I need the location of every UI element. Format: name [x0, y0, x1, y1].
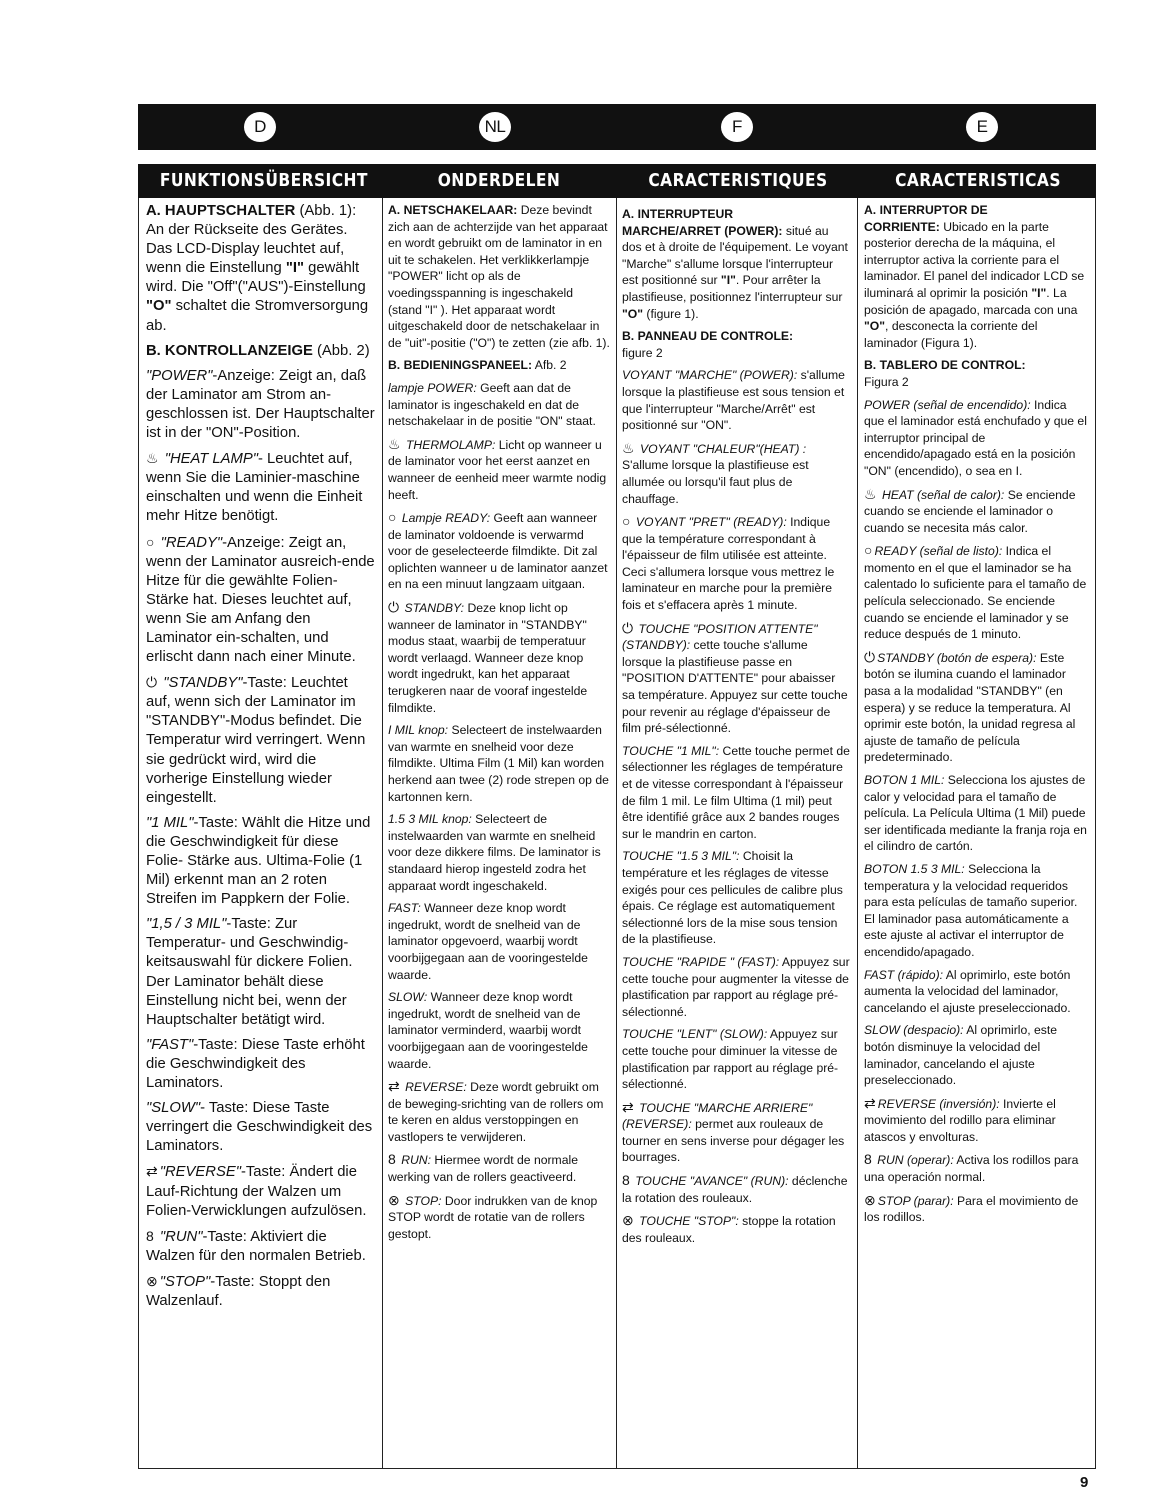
ready-circle-icon: ○ [622, 513, 631, 530]
de-slow: "SLOW"- Taste: Diese Taste verringert die Geschwindigkeit des Laminators. [146, 1100, 373, 1155]
es-standby: ⏻ STANDBY (botón de espera): Este botón se ilumina cuando el laminador pasa a la modalidad "STANDBY" (en espera) y se reduce la temperatura. Al oprimir este botón, la unidad regresa al ajuste de tamaño de película predeterminado. [864, 648, 1076, 765]
standby-power-icon: ⏻ [388, 599, 400, 616]
standby-power-icon: ⏻ [864, 648, 876, 665]
nl-slow: SLOW: Wanneer deze knop wordt ingedrukt, wordt de snelheid van de laminator verminderd, waarbij wordt voorbijgegaan aan de vooringestelde waarde. [388, 990, 588, 1071]
es-run: 8 RUN (operar): Activa los rodillos para una operación normal. [864, 1151, 1079, 1185]
header-nl: ONDERDELEN [437, 170, 561, 191]
column-nl [388, 202, 610, 1248]
standby-power-icon: ⏻ [622, 619, 634, 636]
nl-1mil: I MIL knop: Selecteert de instelwaarden van warmte en snelheid voor deze filmdikte. Ultima Film (1 Mil) kan worden herkend aan twee (2) rode strepen op de kartonnen kern. [388, 723, 609, 804]
es-slow: SLOW (despacio): Al oprimirlo, este botón disminuye la velocidad del laminador, cancelando el ajuste preseleccionado. [864, 1023, 1058, 1088]
heat-lamp-icon: ♨ [622, 439, 635, 456]
lang-badge-nl: NL [479, 112, 511, 142]
reverse-icon: ⇄ [146, 1163, 158, 1180]
de-15mil: "1,5 / 3 MIL"-Taste: Zur Temperatur- und Geschwindig-keitsauswahl für dickere Folien. Der Laminator behält diese Einstellung nicht bei, wenn der Hauptschalter betätigt wird. [146, 916, 353, 1028]
de-standby: ⏻ "STANDBY"-Taste: Leuchtet auf, wenn sich der Laminator im "STANDBY"-Modus befindet. Die Temperatur wird verringert. Wenn sie gedrückt wird, wird die vorherige Einstellung wieder eingestellt. [146, 674, 366, 806]
de-stop: ⊗ "STOP"-Taste: Stoppt den Walzenlauf. [146, 1272, 331, 1309]
de-main-switch: A. HAUPTSCHALTER (Abb. 1): An der Rückseite des Gerätes. Das LCD-Display leuchtet auf, wenn die Einstellung "I" gewählt wird. Die "Off"("AUS")-Einstellung "O" schaltet die Stromversorgung ab. [146, 203, 369, 334]
nl-heat: ♨ THERMOLAMP: Licht op wanneer u de laminator voor het eerst aanzet en wanneer de eenheid meer warmte nodig heeft. [388, 435, 607, 502]
fr-slow: TOUCHE "LENT" (SLOW): Appuyez sur cette touche pour diminuer la vitesse de plastification par rapport au réglage pré-sélectionné. [622, 1027, 839, 1092]
heat-lamp-icon: ♨ [388, 435, 401, 452]
es-heat: ♨ HEAT (señal de calor): Se enciende cuando se enciende el laminador o cuando se necesita más calor. [864, 485, 1076, 535]
fr-standby: ⏻ TOUCHE "POSITION ATTENTE" (STANDBY): cette touche s'allume lorsque la plastifieuse passe en "POSITION D'ATTENTE" pour abaisser sa température. Appuyez sur cette touche pour revenir au réglage d'épaisseur de film pré-sélectionné. [622, 619, 848, 736]
es-stop: ⊗ STOP (parar): Para el movimiento de los rodillos. [864, 1191, 1079, 1225]
column-de [146, 202, 376, 1317]
reverse-icon: ⇄ [388, 1078, 400, 1095]
reverse-icon: ⇄ [622, 1098, 634, 1115]
ready-circle-icon: ○ [864, 542, 873, 559]
de-run: 8 "RUN"-Taste: Aktiviert die Walzen für den normalen Betrieb. [146, 1227, 366, 1264]
nl-run: 8 RUN: Hiermee wordt de normale werking van de rollers geactiveerd. [388, 1151, 578, 1185]
stop-icon: ⊗ [388, 1191, 400, 1208]
de-power: "POWER"-Anzeige: Zeigt an, daß der Laminator am Strom an-geschlossen ist. Der Hauptschalter ist in der "ON"-Position. [146, 367, 375, 442]
lang-badge-fr: F [721, 112, 753, 142]
nl-reverse: ⇄ REVERSE: Deze wordt gebruikt om de beweging-srichting van de rollers om te keren en aldus verstoppingen en vastlopers te verwijderen. [388, 1078, 604, 1144]
stop-icon: ⊗ [146, 1272, 158, 1289]
fr-power: VOYANT "MARCHE" (POWER): s'allume lorsque la plastifieuse est sous tension et que l'interrupteur "Marche/Arrêt" est positionné sur "ON". [622, 368, 845, 433]
es-control-panel: B. TABLERO DE CONTROL: Figura 2 [864, 358, 1026, 389]
es-fast: FAST (rápido): Al oprimirlo, este botón aumenta la velocidad del laminador, cancelando el ajuste preseleccionado. [864, 967, 1071, 1015]
lang-badge-de: D [244, 112, 276, 142]
fr-run: 8 TOUCHE "AVANCE" (RUN): déclenche la rotation des rouleaux. [622, 1172, 848, 1205]
es-ready: ○ READY (señal de listo): Indica el momento en el que el laminador se ha calentado lo suficiente para el tamaño de película seleccionado. Se enciende cuando se enciende el laminador y se reduce después de 1 minuto. [864, 542, 1087, 642]
column-fr [622, 206, 850, 1252]
fr-stop: ⊗ TOUCHE "STOP": stoppe la rotation des rouleaux. [622, 1212, 836, 1245]
run-icon: 8 [864, 1151, 872, 1168]
nl-stop: ⊗ STOP: Door indrukken van de knop STOP wordt de rotatie van de rollers gestopt. [388, 1191, 598, 1241]
nl-ready: ○ Lampje READY: Geeft aan wanneer de laminator voldoende is verwarmd voor de geselecteerde filmdikte. Dit zal oplichten wanneer u de laminator aanzet en na een minuut langzaam uitgaan. [388, 509, 608, 592]
fr-control-panel: B. PANNEAU DE CONTROLE: figure 2 [622, 329, 794, 360]
es-main-switch: A. INTERRUPTOR DE CORRIENTE: Ubicado en la parte posterior derecha de la máquina, el interruptor activa la corriente para el laminador. El panel del indicador LCD se iluminará al oprimir la posición "I". La posición de apagado, marcada con una "O", desconecta la corriente del laminador (Figura 1). [864, 203, 1085, 350]
fr-ready: ○ VOYANT "PRET" (READY): Indique que la température correspondant à l'épaisseur de film utilisée est atteinte. Ceci s'allumera lorsque vous mettrez le laminateur en marche pour la première fois et s'effacera après 1 minute. [622, 513, 835, 613]
stop-icon: ⊗ [622, 1212, 634, 1229]
nl-control-panel: B. BEDIENINGSPANEEL: Afb. 2 [388, 358, 567, 373]
header-fr: CARACTERISTIQUES [648, 170, 828, 191]
es-reverse: ⇄ REVERSE (inversión): Invierte el movimiento del rodillo para eliminar atascos y envolturas. [864, 1094, 1056, 1144]
nl-power: lampje POWER: Geeft aan dat de laminator is ingeschakeld en dat de netschakelaar in de positie "ON" staat. [388, 380, 596, 429]
nl-main-switch: A. NETSCHAKELAAR: Deze bevindt zich aan de achterzijde van het apparaat en wordt gebruikt om de laminator in en uit te schakelen. Het verklikkerlampje "POWER" licht op als de voedingsspanning is ingeschakeld (stand "I" ). Het apparaat wordt uitgeschakeld door de netschakelaar in de "uit"-positie ("O") te zetten (zie afb. 1). [388, 203, 610, 350]
fr-1mil: TOUCHE "1 MIL": Cette touche permet de sélectionner les réglages de température et de vitesse correspondant à l'épaisseur de film 1 mil. Le film Ultima (1 mil) peut être identifié grâce aux 2 bandes rouges sur le mandrin en carton. [622, 743, 850, 841]
run-icon: 8 [622, 1172, 630, 1189]
fr-fast: TOUCHE "RAPIDE " (FAST): Appuyez sur cette touche pour augmenter la vitesse de plastification par rapport au réglage pré-sélectionné. [622, 954, 850, 1019]
fr-main-switch: A. INTERRUPTEUR MARCHE/ARRET (POWER): situé au dos et à droite de l'équipement. Le voyant "Marche" s'allume lorsque l'interrupteur est positionné sur "I". Pour arrêter la plastifieuse, positionnez l'interrupteur sur "O" (figure 1). [622, 207, 848, 321]
heat-lamp-icon: ♨ [146, 450, 159, 467]
nl-15mil: 1.5 3 MIL knop: Selecteert de instelwaarden van warmte en snelheid voor deze dikkere films. De laminator is standaard hierop ingesteld zodra het apparaat wordt ingeschakeld. [388, 812, 601, 893]
column-es [864, 202, 1090, 1232]
lang-badge-es: E [966, 112, 998, 142]
fr-15mil: TOUCHE "1.5 3 MIL": Choisit la température et les réglages de vitesse exigés pour ces pellicules de calibre plus épais. Ce réglage est automatiquement sélectionné lors de la mise sous tension de la plastifieuse. [622, 849, 843, 947]
es-1mil: BOTON 1 MIL: Selecciona los ajustes de calor y velocidad para el tamaño de película. La Película Ultima (1 Mil) puede ser identificada mediante la franja roja en el cilindro de cartón. [864, 773, 1087, 854]
standby-power-icon: ⏻ [146, 674, 158, 691]
ready-circle-icon: ○ [388, 509, 397, 526]
header-es: CARACTERISTICAS [895, 170, 1061, 191]
run-icon: 8 [388, 1151, 396, 1168]
header-de: FUNKTIONSÜBERSICHT [159, 170, 368, 191]
es-power: POWER (señal de encendido): Indica que el laminador está enchufado y que el interruptor principal de encendido/apagado está en la posición "ON" (encendido), o sea en I. [864, 397, 1087, 478]
ready-circle-icon: ○ [146, 533, 155, 550]
de-1mil: "1 MIL"-Taste: Wählt die Hitze und die Geschwindigkeit für diese Folie- Stärke aus. Ultima-Folie (1 Mil) erkennt man an 2 roten Streifen im Pappkern der Folie. [146, 814, 371, 908]
de-fast: "FAST"-Taste: Diese Taste erhöht die Geschwindigkeit des Laminators. [146, 1036, 365, 1092]
es-15mil: BOTON 1.5 3 MIL: Selecciona la temperatura y la velocidad requeridos para esta películas de tamaño superior. El laminador pasa automáticamente a este ajuste al activar el interruptor de encendido/apagado. [864, 861, 1078, 959]
section-header-bar [138, 164, 1096, 198]
de-control-panel: B. KONTROLLANZEIGE (Abb. 2) [146, 342, 370, 359]
fr-reverse: ⇄ TOUCHE "MARCHE ARRIERE" (REVERSE): permet aux rouleaux de tourner en sens inverse pour dégager les bourrages. [622, 1098, 845, 1165]
stop-icon: ⊗ [864, 1191, 876, 1208]
fr-heat: ♨ VOYANT "CHALEUR"(HEAT) : S'allume lorsque la plastifieuse est allumée ou lorsqu'il faut plus de chauffage. [622, 439, 809, 506]
de-heat: ♨ "HEAT LAMP"- Leuchtet auf, wenn Sie die Laminier-maschine einschalten und wenn die Einheit mehr Hitze benötigt. [146, 450, 363, 525]
de-reverse: ⇄ "REVERSE"-Taste: Ändert die Lauf-Richtung der Walzen um Folien-Verwicklungen aufzulösen. [146, 1163, 367, 1219]
reverse-icon: ⇄ [864, 1094, 876, 1111]
page-number: 9 [1080, 1474, 1089, 1491]
heat-lamp-icon: ♨ [864, 485, 877, 502]
de-ready: ○ "READY"-Anzeige: Zeigt an, wenn der Laminator ausreich-ende Hitze für die gewählte Folien-Stärke hat. Dieses leuchtet auf, wenn Sie am Anfang den Laminator ein-schalten, und erlischt dann nach einer Minute. [146, 533, 375, 666]
run-icon: 8 [146, 1227, 154, 1244]
nl-fast: FAST: Wanneer deze knop wordt ingedrukt, wordt de snelheid van de laminator opgevoerd, waarbij wordt voorbijgegaan aan de vooringestelde waarde. [388, 901, 588, 982]
language-bar [138, 104, 1096, 150]
nl-standby: ⏻ STANDBY: Deze knop licht op wanneer de laminator in "STANDBY" modus staat, waarbij de temperatuur wordt verlaagd. Wanneer deze knop wordt ingedrukt, kan het apparaat terugkeren naar de vooraf ingestelde filmdikte. [388, 599, 588, 715]
